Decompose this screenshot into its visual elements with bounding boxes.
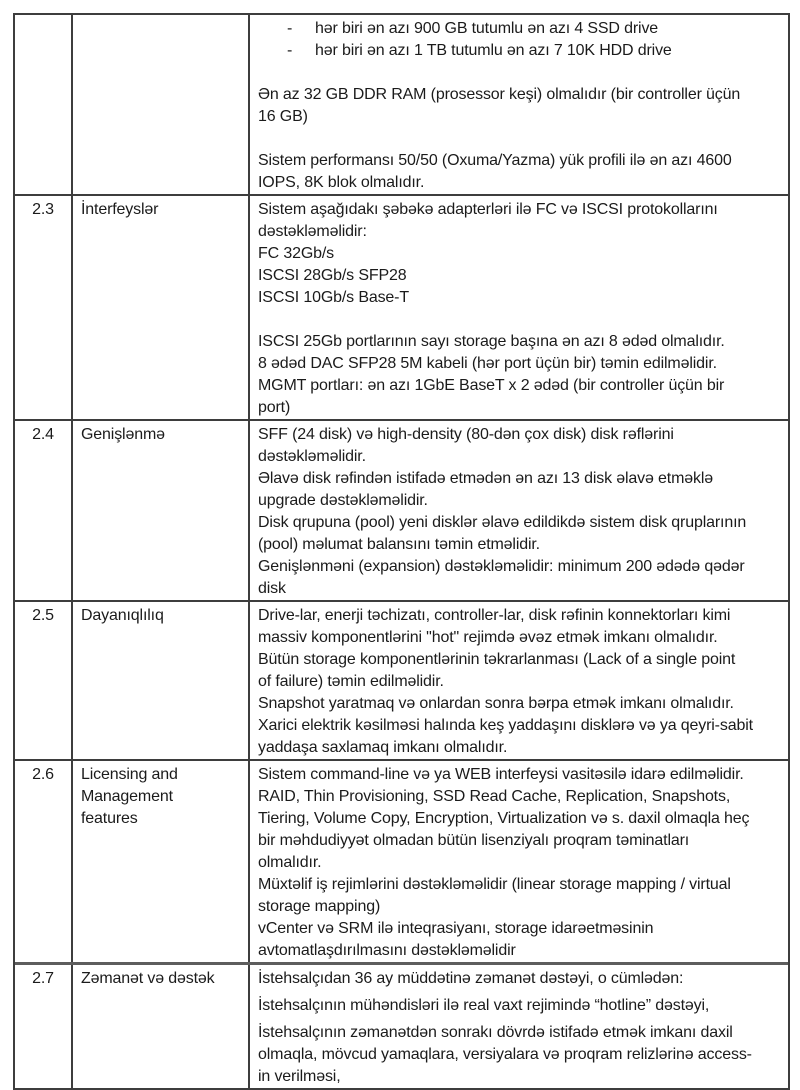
desc-line: Əlavə disk rəfindən istifadə etmədən ən azı 13 disk əlavə etməklə: [258, 470, 713, 487]
desc-line: vCenter və SRM ilə inteqrasiyanı, storage idarəetməsinin: [258, 920, 654, 937]
desc-line: upgrade dəstəkləməlidir.: [258, 492, 428, 509]
desc-line: Ən az 32 GB DDR RAM (prosessor keşi) olmalıdır (bir controller üçün: [258, 86, 741, 103]
desc-line: IOPS, 8K blok olmalıdır.: [258, 174, 425, 191]
row-desc-cell: [250, 761, 788, 962]
desc-line: Xarici elektrik kəsilməsi halında keş yaddaşını disklərə və ya qeyri-sabit: [258, 717, 753, 734]
desc-line: FC 32Gb/s: [258, 245, 335, 262]
desc-line: MGMT portları: ən azı 1GbE BaseT x 2 ədəd (bir controller üçün bir: [258, 377, 725, 394]
desc-line: ISCSI 10Gb/s Base-T: [258, 289, 409, 306]
desc-line: Snapshot yaratmaq və onlardan sonra bərpa etmək imkanı olmalıdır.: [258, 695, 734, 712]
row-name-line: Management: [81, 788, 173, 805]
desc-line: of failure) təmin edilməlidir.: [258, 673, 444, 690]
row-name-cell: [73, 965, 250, 1088]
desc-line: dəstəkləməlidir.: [258, 448, 366, 465]
row-number-cell: [15, 196, 73, 419]
desc-line: yaddaşa saxlamaq imkanı olmalıdır.: [258, 739, 508, 756]
desc-line: Genişlənməni (expansion) dəstəkləməlidir: minimum 200 ədədə qədər: [258, 558, 745, 575]
row-desc-cell: [250, 965, 788, 1088]
desc-line: SFF (24 disk) və high-density (80-dən çox disk) disk rəflərini: [258, 426, 674, 443]
desc-line: Tiering, Volume Copy, Encryption, Virtualization və s. daxil olmaqla heç: [258, 810, 750, 827]
desc-line: bir məhdudiyyət olmadan bütün lisenziyalı proqram təminatları: [258, 832, 690, 849]
row-name-cell: [73, 602, 250, 759]
bullet-dash: -: [287, 20, 293, 37]
row-name-line: Licensing and: [81, 766, 178, 783]
desc-line: Sistem command-line və ya WEB interfeysi vasitəsilə idarə edilməlidir.: [258, 766, 744, 783]
desc-line-text: hər biri ən azı 900 GB tutumlu ən azı 4 SSD drive: [315, 20, 659, 37]
row-name-cell: [73, 15, 250, 194]
table-row: [15, 15, 788, 196]
desc-line: (pool) məlumat balansını təmin etməlidir.: [258, 536, 540, 553]
table-row: [15, 421, 788, 602]
table-row: [15, 965, 788, 1088]
desc-line: disk: [258, 580, 286, 597]
row-number: 2.7: [32, 970, 54, 987]
desc-line: İstehsalçının mühəndisləri ilə real vaxt rejimində “hotline” dəstəyi,: [258, 997, 710, 1014]
row-desc-cell: [250, 602, 788, 759]
desc-blank-line: [258, 128, 782, 150]
row-number: 2.6: [32, 766, 54, 783]
row-name-line: İnterfeyslər: [81, 201, 159, 218]
desc-line: olmaqla, mövcud yamaqlara, versiyalara və proqram relizlərinə access-: [258, 1046, 752, 1063]
row-desc-cell: [250, 196, 788, 419]
table-row: [15, 196, 788, 421]
desc-line: [258, 40, 782, 62]
table-row: [15, 602, 788, 761]
desc-blank-line: [258, 62, 782, 84]
desc-line: in verilməsi,: [258, 1068, 341, 1085]
desc-blank-line: [258, 309, 782, 331]
row-name-line: Zəmanət və dəstək: [81, 970, 215, 987]
row-desc-cell: [250, 15, 788, 194]
desc-line: İstehsalçıdan 36 ay müddətinə zəmanət dəstəyi, o cümlədən:: [258, 970, 684, 987]
bullet-dash: -: [287, 42, 293, 59]
row-desc-cell: [250, 421, 788, 600]
desc-line: Müxtəlif iş rejimlərini dəstəkləməlidir (linear storage mapping / virtual: [258, 876, 731, 893]
row-name-cell: [73, 761, 250, 962]
row-number: 2.5: [32, 607, 54, 624]
desc-line: RAID, Thin Provisioning, SSD Read Cache, Replication, Snapshots,: [258, 788, 731, 805]
row-number-cell: [15, 15, 73, 194]
desc-line: Bütün storage komponentlərinin təkrarlanması (Lack of a single point: [258, 651, 736, 668]
desc-line: İstehsalçının zəmanətdən sonrakı dövrdə istifadə etmək imkanı daxil: [258, 1024, 733, 1041]
desc-line: Sistem aşağıdakı şəbəkə adapterləri ilə FC və ISCSI protokollarını: [258, 201, 718, 218]
row-number-cell: [15, 421, 73, 600]
desc-line: Drive-lar, enerji təchizatı, controller-lar, disk rəfinin konnektorları kimi: [258, 607, 731, 624]
row-name-cell: [73, 196, 250, 419]
desc-line: avtomatlaşdırılmasını dəstəkləməlidir: [258, 942, 516, 959]
desc-line: [258, 18, 782, 40]
row-name-line: features: [81, 810, 138, 827]
table-row: [15, 761, 788, 965]
desc-line: ISCSI 25Gb portlarının sayı storage başına ən azı 8 ədəd olmalıdır.: [258, 333, 725, 350]
desc-line: storage mapping): [258, 898, 381, 915]
row-name-cell: [73, 421, 250, 600]
row-number-cell: [15, 761, 73, 962]
row-number: 2.4: [32, 426, 54, 443]
desc-line: dəstəkləməlidir:: [258, 223, 367, 240]
desc-line: 16 GB): [258, 108, 308, 125]
desc-line-text: hər biri ən azı 1 TB tutumlu ən azı 7 10K HDD drive: [315, 42, 672, 59]
desc-line: port): [258, 399, 291, 416]
desc-line: massiv komponentlərini "hot" rejimdə əvəz etmək imkanı olmalıdır.: [258, 629, 718, 646]
row-number: [15, 18, 71, 40]
row-number: 2.3: [32, 201, 54, 218]
row-number-cell: [15, 965, 73, 1088]
row-number-cell: [15, 602, 73, 759]
row-name-line: Dayanıqlılıq: [81, 607, 164, 624]
desc-line: 8 ədəd DAC SFP28 5M kabeli (hər port üçün bir) təmin edilməlidir.: [258, 355, 717, 372]
desc-line: ISCSI 28Gb/s SFP28: [258, 267, 407, 284]
row-name-line: Genişlənmə: [81, 426, 165, 443]
spec-table: [13, 13, 790, 1090]
desc-line: olmalıdır.: [258, 854, 322, 871]
desc-line: Sistem performansı 50/50 (Oxuma/Yazma) yük profili ilə ən azı 4600: [258, 152, 732, 169]
desc-line: Disk qrupuna (pool) yeni disklər əlavə edildikdə sistem disk qruplarının: [258, 514, 747, 531]
